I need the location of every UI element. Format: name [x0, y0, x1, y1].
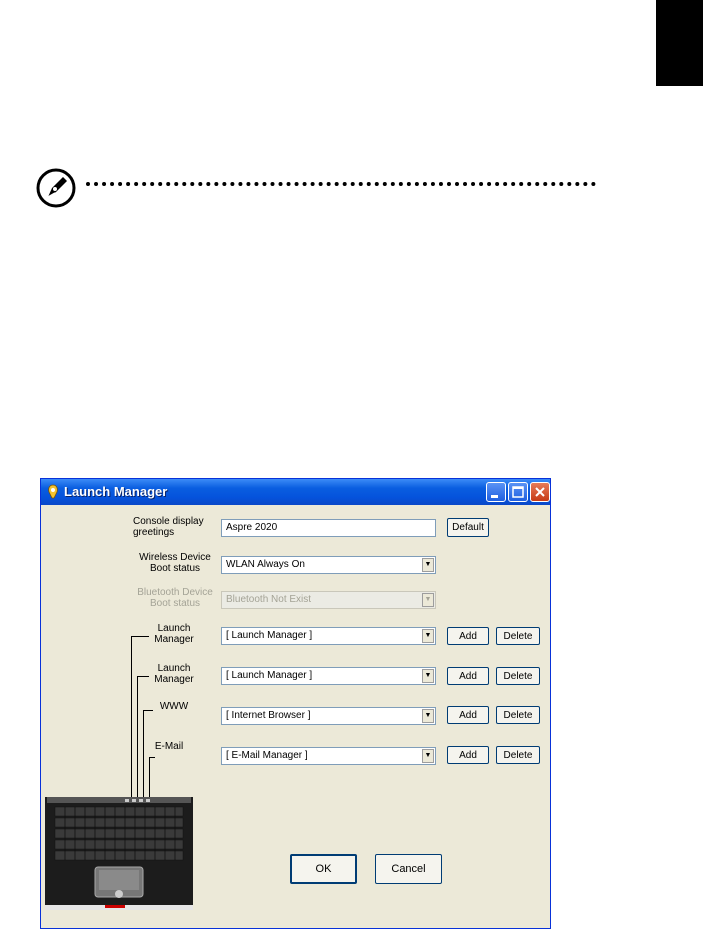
app-icon	[46, 484, 60, 499]
connector-line	[137, 676, 149, 677]
default-button[interactable]: Default	[447, 518, 489, 537]
title-bar[interactable]	[41, 479, 550, 505]
email-key-select[interactable]	[221, 747, 436, 765]
delete-button-2[interactable]: Delete	[496, 667, 540, 685]
launch-key-2-label: Launch Manager	[154, 663, 194, 685]
connector-line	[149, 757, 150, 800]
email-key-label: E-Mail	[154, 741, 184, 752]
cancel-button[interactable]: Cancel	[375, 854, 442, 884]
add-button-4[interactable]: Add	[447, 746, 489, 764]
note-icon	[36, 168, 76, 208]
bluetooth-select	[221, 591, 436, 609]
bluetooth-value: Bluetooth Not Exist	[226, 594, 312, 605]
dropdown-arrow-icon: ▼	[422, 593, 434, 607]
email-key-value: [ E-Mail Manager ]	[226, 750, 308, 761]
dropdown-arrow-icon[interactable]: ▼	[422, 629, 434, 643]
launch-key-1-label: Launch Manager	[154, 623, 194, 645]
minimize-icon	[487, 483, 505, 501]
add-button-2[interactable]: Add	[447, 667, 489, 685]
dropdown-arrow-icon[interactable]: ▼	[422, 749, 434, 763]
connector-line	[143, 710, 144, 800]
connector-line	[131, 636, 132, 800]
wireless-value: WLAN Always On	[226, 559, 305, 570]
launch-key-2-select[interactable]	[221, 667, 436, 685]
delete-button-3[interactable]: Delete	[496, 706, 540, 724]
connector-line	[131, 636, 149, 637]
note-divider	[86, 182, 596, 186]
ok-button[interactable]: OK	[290, 854, 357, 884]
minimize-button[interactable]	[486, 482, 506, 502]
wireless-select[interactable]	[221, 556, 436, 574]
www-key-value: [ Internet Browser ]	[226, 710, 311, 721]
connector-line	[137, 676, 138, 800]
launch-key-1-value: [ Launch Manager ]	[226, 630, 313, 641]
add-button-1[interactable]: Add	[447, 627, 489, 645]
launch-key-1-select[interactable]	[221, 627, 436, 645]
add-button-3[interactable]: Add	[447, 706, 489, 724]
close-icon	[531, 483, 549, 501]
launch-manager-window	[40, 478, 551, 929]
page-side-tab	[656, 0, 703, 86]
www-key-label: WWW	[159, 701, 189, 712]
www-key-select[interactable]	[221, 707, 436, 725]
maximize-button[interactable]	[508, 482, 528, 502]
window-title: Launch Manager	[64, 484, 168, 499]
greeting-input[interactable]: Aspre 2020	[221, 519, 436, 537]
delete-button-4[interactable]: Delete	[496, 746, 540, 764]
bluetooth-label: Bluetooth Device Boot status	[137, 587, 213, 609]
greeting-label: Console display greetings	[133, 516, 204, 538]
delete-button-1[interactable]: Delete	[496, 627, 540, 645]
connector-line	[143, 710, 153, 711]
launch-key-2-value: [ Launch Manager ]	[226, 670, 313, 681]
dropdown-arrow-icon[interactable]: ▼	[422, 669, 434, 683]
dropdown-arrow-icon[interactable]: ▼	[422, 558, 434, 572]
dropdown-arrow-icon[interactable]: ▼	[422, 709, 434, 723]
laptop-keyboard-image	[45, 797, 193, 910]
close-button[interactable]	[530, 482, 550, 502]
wireless-label: Wireless Device Boot status	[139, 552, 211, 574]
maximize-icon	[509, 483, 527, 501]
